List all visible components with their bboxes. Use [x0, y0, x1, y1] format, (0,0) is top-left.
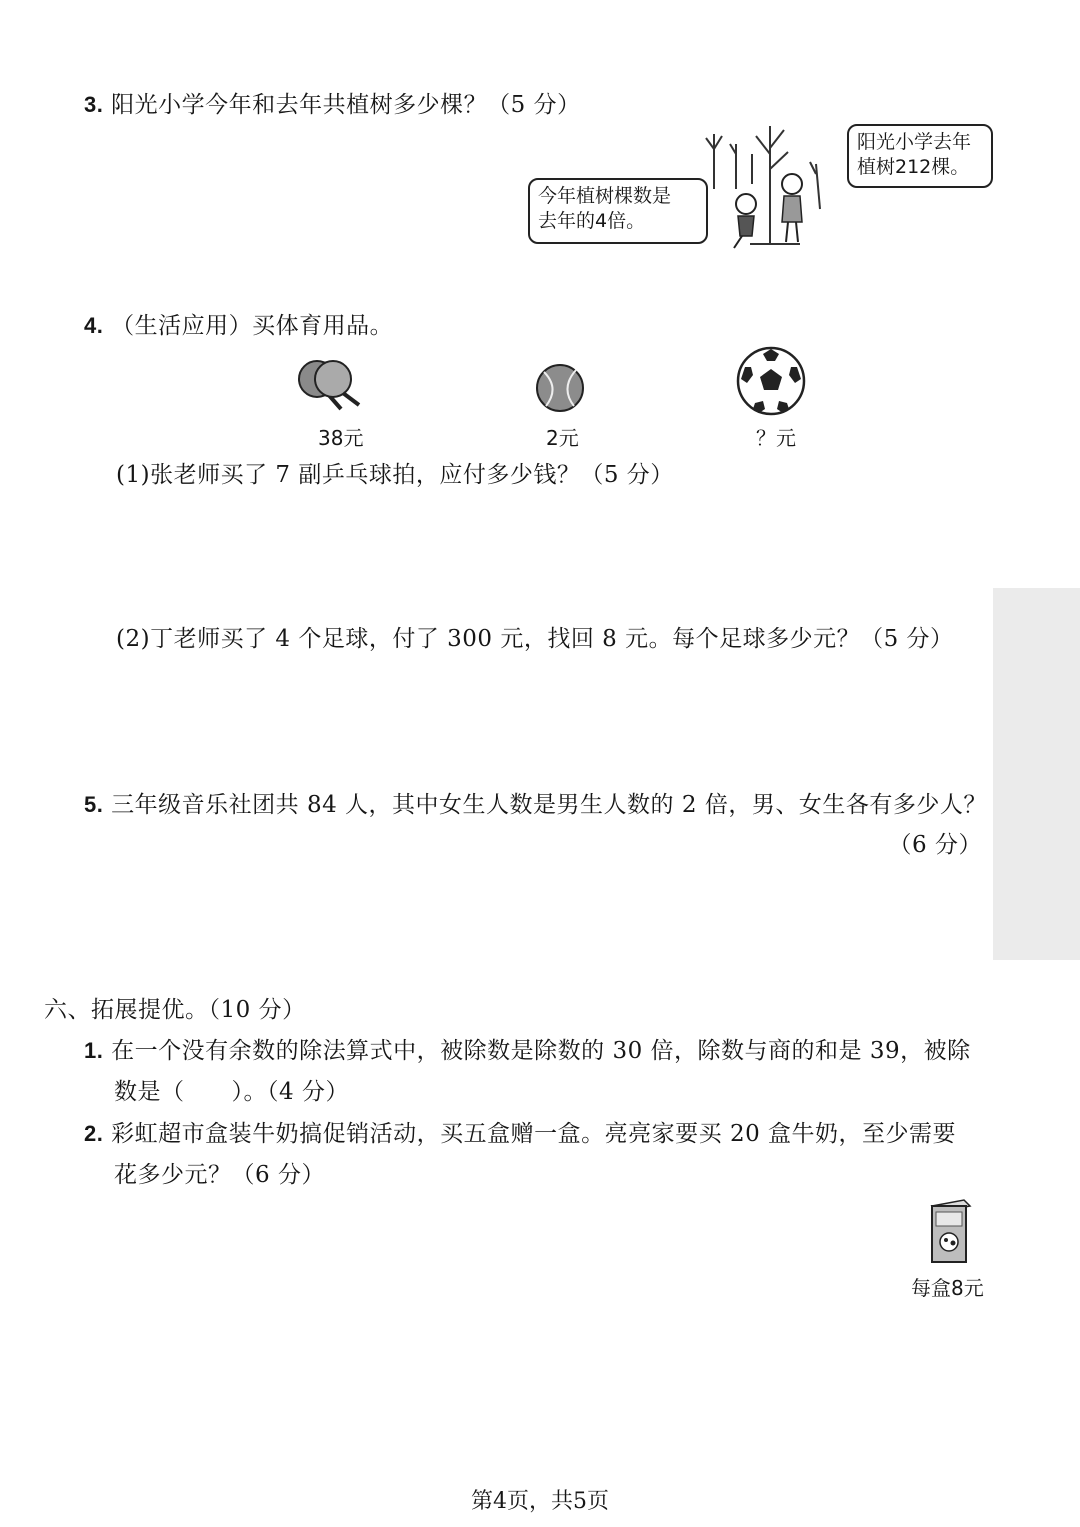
- speech-bubble-right: [847, 124, 993, 188]
- question-text: 在一个没有余数的除法算式中，被除数是除数的 30 倍，除数与商的和是 39，被除: [111, 1038, 971, 1064]
- milk-price-label: 每盒8元: [911, 1276, 984, 1300]
- question-text: 彩虹超市盒装牛奶搞促销活动，买五盒赠一盒。亮亮家要买 20 盒牛奶，至少需要: [111, 1121, 957, 1147]
- section6-question-1-line2: 数是（ ）。（4 分）: [114, 1079, 349, 1105]
- section-title: 六、拓展提优。（10 分）: [44, 997, 306, 1023]
- question-4-part-1: (1)张老师买了 7 副乒乓球拍，应付多少钱？（5 分）: [116, 462, 674, 488]
- page-footer: 第4页，共5页: [471, 1489, 609, 1514]
- question-number: 4.: [84, 313, 104, 338]
- item-price: 2元: [546, 426, 579, 450]
- item-price: ？元: [756, 426, 796, 450]
- soccer-ball-icon: [735, 345, 807, 417]
- section6-question-1: [84, 1032, 971, 1065]
- question-number: 3.: [84, 92, 104, 117]
- tree-planting-illustration: [690, 124, 830, 254]
- bubble-line: 去年的4倍。: [538, 210, 646, 232]
- question-number: 5.: [84, 792, 104, 817]
- bubble-line: 植树212棵。: [857, 156, 970, 178]
- question-text: 阳光小学今年和去年共植树多少棵？（5 分）: [111, 92, 581, 118]
- question-4: [84, 307, 393, 340]
- speech-bubble-left: [528, 178, 708, 244]
- bubble-line: 阳光小学去年: [857, 131, 972, 153]
- ping-pong-paddles-icon: [297, 355, 367, 415]
- tennis-ball-icon: [534, 362, 586, 414]
- question-text: （生活应用）买体育用品。: [111, 313, 394, 339]
- question-5: [84, 786, 987, 819]
- scan-shadow: [993, 588, 1080, 960]
- section6-question-2: [84, 1115, 956, 1148]
- question-number: 2.: [84, 1121, 104, 1146]
- section6-question-2-line2: 花多少元？（6 分）: [114, 1162, 325, 1188]
- question-number: 1.: [84, 1038, 104, 1063]
- milk-carton-icon: [926, 1196, 974, 1266]
- item-price: 38元: [318, 426, 364, 450]
- question-3: [84, 86, 581, 119]
- question-4-part-2: (2)丁老师买了 4 个足球，付了 300 元，找回 8 元。每个足球多少元？（5 分）: [116, 626, 954, 652]
- bubble-line: 今年植树棵数是: [538, 185, 672, 207]
- question-text: 三年级音乐社团共 84 人，其中女生人数是男生人数的 2 倍，男、女生各有多少人？: [111, 792, 987, 818]
- question-5-score: （6 分）: [888, 832, 982, 858]
